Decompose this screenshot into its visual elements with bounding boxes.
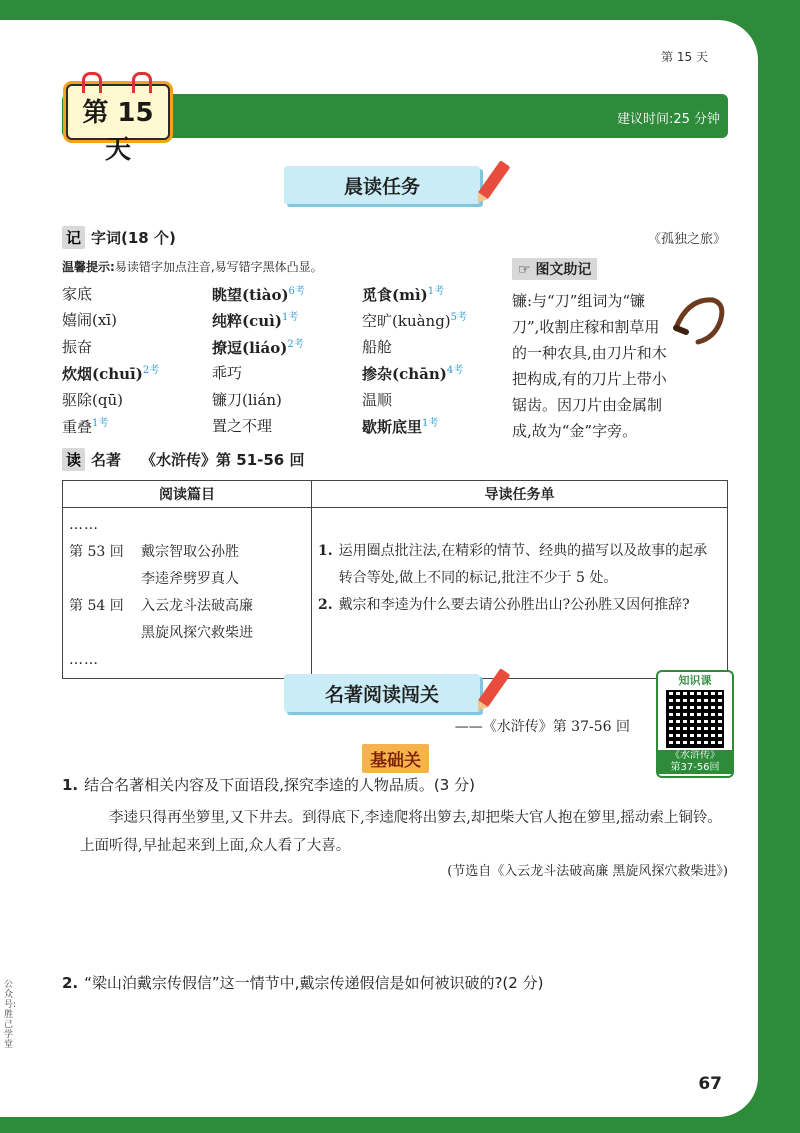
chapter-line: 第 53 回 戴宗智取公孙胜 [69, 544, 239, 560]
qr-head: 知识课 [678, 674, 712, 687]
memo-text: 镰:与“刀”组词为“镰刀”,收割庄稼和割草用的一种农具,由刀片和木把构成,有的刀片上带小锯齿。因刀片由金属制成,故为“金”字旁。 [512, 292, 667, 440]
word-row [62, 333, 512, 360]
passage-source: (节选自《入云龙斗法破高廉 黑旋风探穴救柴进》) [447, 864, 728, 879]
running-header: 第 15 天 [661, 50, 708, 64]
section-title: 字词(18 个) [91, 229, 176, 247]
sickle-icon [668, 288, 728, 348]
word-item: 撩逗(liáo)$^{2考}$ [212, 338, 304, 357]
memo-box [512, 258, 732, 444]
challenge-source: ——《水浒传》第 37-56 回 [454, 719, 630, 735]
word-item: 重叠$^{1考}$ [62, 418, 109, 437]
suggest-time: 建议时间:25 分钟 [616, 112, 720, 127]
word-item: 镰刀(lián) [212, 390, 282, 409]
word-item: 船舱 [362, 337, 393, 356]
section-words [62, 226, 176, 249]
table-header: 导读任务单 [312, 481, 728, 508]
task-item: 2. 戴宗和李逵为什么要去请公孙胜出山?公孙胜又因何推辞? [318, 597, 690, 613]
day-badge [66, 84, 170, 165]
chapter-line: 第 54 回 入云龙斗法破高廉 [69, 598, 253, 614]
day-title: 第 15 天 [82, 98, 154, 165]
section-icon: 记 [62, 226, 85, 249]
calendar-ring-icon [82, 72, 102, 93]
section-icon: 读 [62, 448, 85, 471]
qr-code-icon[interactable] [666, 690, 724, 748]
section-reading [62, 448, 304, 471]
tip-label: 温馨提示: [62, 260, 115, 274]
word-item: 炊烟(chuī)$^{2考}$ [62, 365, 160, 384]
word-item: 掺杂(chān)$^{4考}$ [362, 365, 464, 384]
basic-level-label: 基础关 [362, 744, 429, 773]
word-item: 置之不理 [212, 417, 273, 436]
word-list [62, 280, 512, 439]
qr-foot-line: 《水浒传》 [670, 750, 720, 761]
tip [62, 258, 323, 275]
page-number: 67 [698, 1074, 722, 1094]
qr-card[interactable] [656, 670, 734, 778]
chapter-cell: …… 第 53 回 戴宗智取公孙胜 李逵斧劈罗真人 第 54 回 入云龙斗法破高廉 黑旋风探穴救柴进 …… [63, 508, 312, 679]
challenge-banner: 名著阅读闯关 [284, 674, 480, 712]
question-1: 1. 结合名著相关内容及下面语段,探究李逵的人物品质。(3 分) [62, 776, 475, 794]
task-item: 1. 运用圈点批注法,在精彩的情节、经典的描写以及故事的起承转合等处,做上不同的标记,批注不少于 5 处。 [318, 543, 708, 586]
chapter-line: 黑旋风探穴救柴进 [141, 625, 253, 641]
section-title: 名著 [91, 451, 122, 469]
reading-guide-table [62, 480, 728, 679]
word-item: 温顺 [362, 390, 393, 409]
word-row [62, 360, 512, 387]
word-item: 振奋 [62, 337, 93, 356]
passage: 李逵只得再坐箩里,又下井去。到得底下,李逵爬将出箩去,却把柴大官人抱在箩里,摇动索上铜铃。上面听得,早扯起来到上面,众人看了大喜。 [80, 810, 722, 854]
word-row [62, 307, 512, 334]
morning-banner: 晨读任务 [284, 166, 480, 204]
word-row [62, 413, 512, 440]
qr-foot-line: 第37-56回 [670, 762, 720, 773]
memo-title: ☞ 图文助记 [512, 258, 597, 280]
word-item: 眺望(tiào)$^{6考}$ [212, 285, 305, 304]
question-2: 2. “梁山泊戴宗传假信”这一情节中,戴宗传递假信是如何被识破的?(2 分) [62, 974, 544, 992]
memo-title-text: 图文助记 [535, 262, 592, 278]
table-header: 阅读篇目 [63, 481, 312, 508]
side-watermark: 公众号:胜己学堂 [4, 980, 17, 1050]
word-row [62, 386, 512, 413]
word-item: 驱除(qū) [62, 390, 123, 409]
chapter-line: 李逵斧劈罗真人 [141, 571, 239, 587]
word-item: 嬉闹(xī) [62, 311, 117, 330]
word-item: 纯粹(cuì)$^{1考}$ [212, 312, 299, 331]
words-source: 《孤独之旅》 [647, 232, 726, 247]
word-item: 乖巧 [212, 364, 243, 383]
calendar-ring-icon [132, 72, 152, 93]
word-row [62, 280, 512, 307]
word-item: 觅食(mì)$^{1考}$ [362, 285, 445, 304]
question-text: “梁山泊戴宗传假信”这一情节中,戴宗传递假信是如何被识破的?(2 分) [84, 974, 544, 992]
tip-text: 易读错字加点注音,易写错字黑体凸显。 [114, 260, 323, 274]
question-text: 结合名著相关内容及下面语段,探究李逵的人物品质。(3 分) [84, 776, 475, 794]
word-item: 家底 [62, 284, 93, 303]
word-item: 空旷(kuàng)$^{5考}$ [362, 312, 468, 331]
reading-book: 《水浒传》第 51-56 回 [141, 451, 305, 469]
qr-foot [658, 750, 732, 774]
task-cell [312, 508, 728, 679]
word-item: 歇斯底里$^{1考}$ [362, 418, 439, 437]
